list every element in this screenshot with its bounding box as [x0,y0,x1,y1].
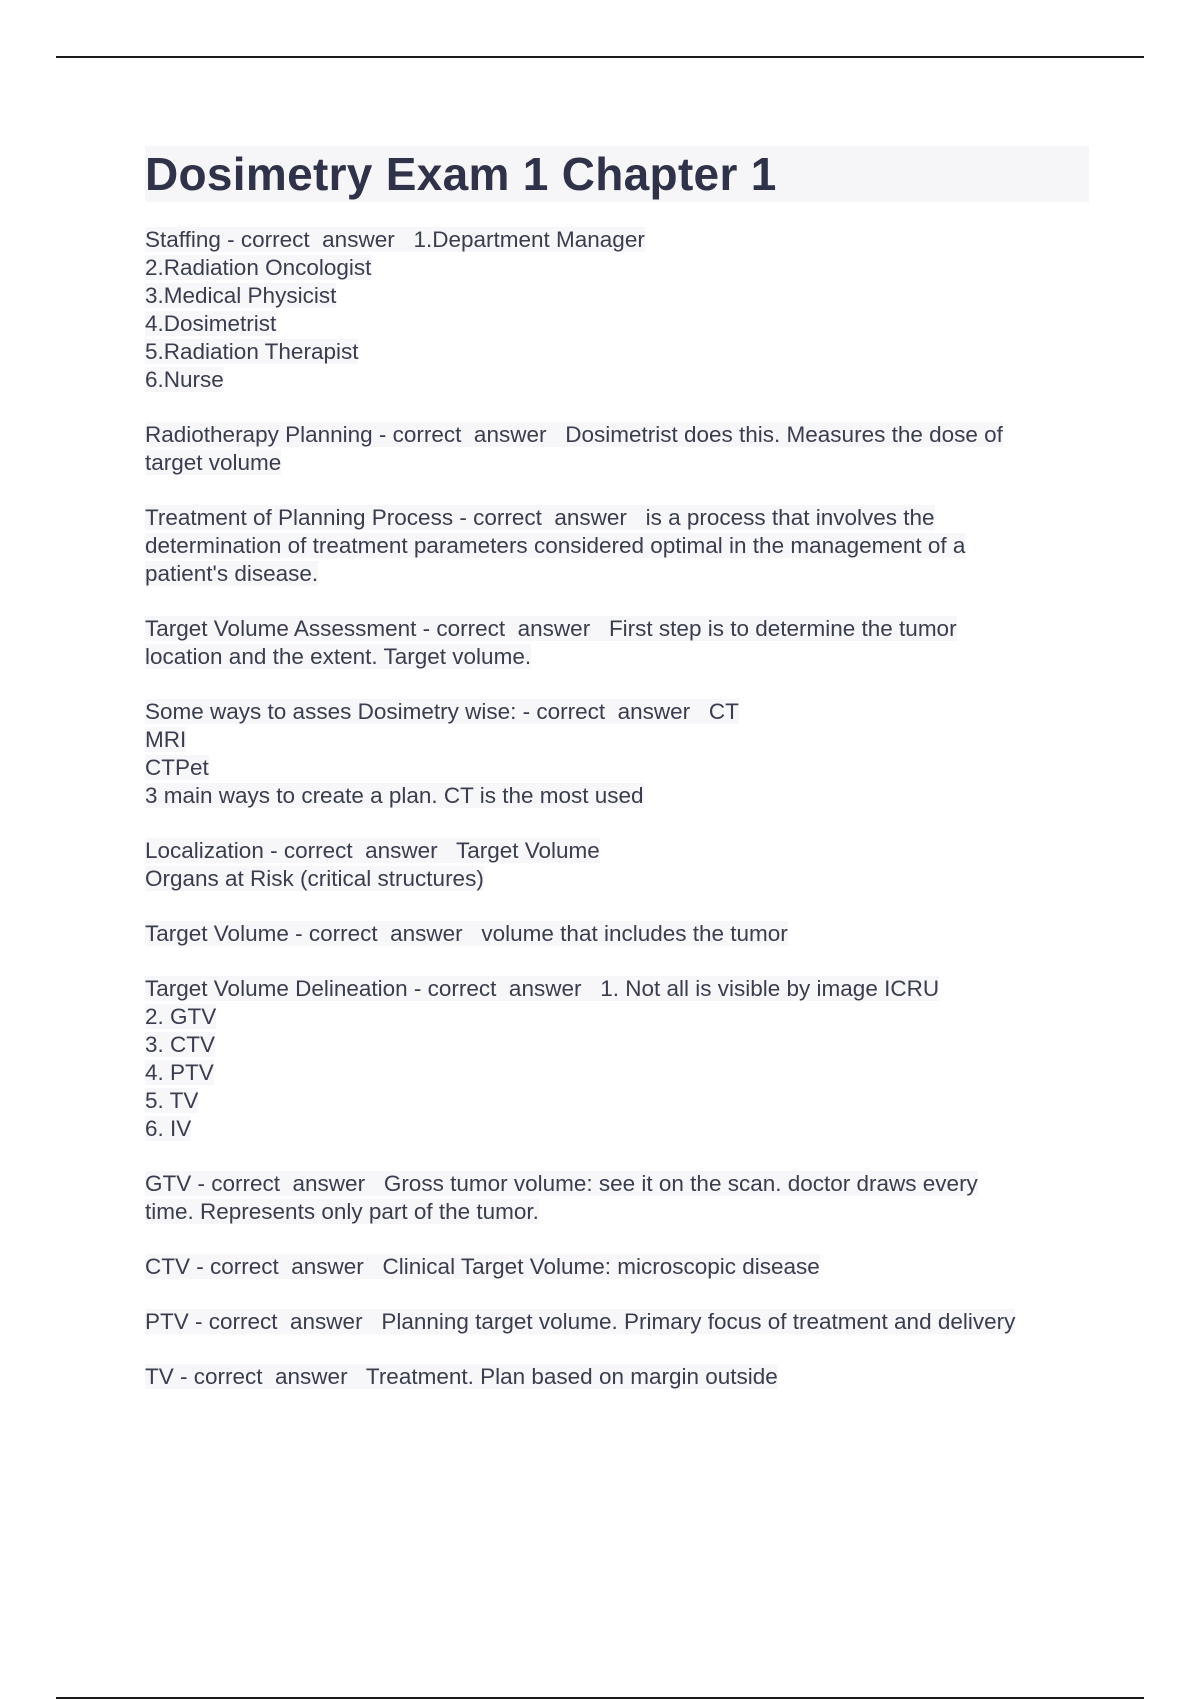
answer-line [145,254,1089,282]
answer-line [145,1031,1089,1059]
flashcard-entry [145,837,1089,893]
answer-text: MRI [145,727,187,752]
answer-line [145,366,1089,394]
answer-text: First step is to determine the tumor [608,616,957,641]
answer-line [145,1087,1089,1115]
entry-first-line [145,1253,1089,1281]
answer-line [145,449,1089,477]
flashcard-entry [145,920,1089,948]
answer-line [145,1003,1089,1031]
entry-term: Localization [145,838,264,863]
answer-line [145,1115,1089,1143]
entry-term: Some ways to asses Dosimetry wise: [145,699,517,724]
entry-term: Target Volume [145,921,289,946]
answer-text: 5.Radiation Therapist [145,339,359,364]
entry-term: TV [145,1364,174,1389]
entry-first-line [145,975,1089,1003]
answer-line [145,754,1089,782]
entry-first-line [145,1363,1089,1391]
entry-term: Treatment of Planning Process [145,505,454,530]
term-answer-separator: - correct answer [190,1254,383,1279]
entry-first-line [145,504,1089,532]
answer-text: 5. TV [145,1088,199,1113]
answer-text: Dosimetrist does this. Measures the dose of [565,422,1003,447]
flashcard-entry [145,226,1089,394]
answer-text: Organs at Risk (critical structures) [145,866,484,891]
entry-first-line [145,1170,1089,1198]
answer-text: Target Volume [455,838,600,863]
answer-text: Treatment. Plan based on margin outside [365,1364,778,1389]
answer-line [145,338,1089,366]
answer-line [145,782,1089,810]
flashcard-entry [145,698,1089,810]
answer-line [145,282,1089,310]
term-answer-separator: - correct answer [173,1364,366,1389]
term-answer-separator: - correct answer [191,1171,384,1196]
answer-text: determination of treatment parameters considered optimal in the management of a [145,533,966,558]
answer-text: time. Represents only part of the tumor. [145,1199,539,1224]
term-answer-separator: - correct answer [407,976,601,1001]
entry-term: PTV [145,1309,189,1334]
answer-line [145,726,1089,754]
answer-line [145,532,1089,560]
answer-text: 3.Medical Physicist [145,283,337,308]
entry-first-line [145,615,1089,643]
flashcard-entry [145,615,1089,671]
flashcard-entry [145,421,1089,477]
answer-line [145,1059,1089,1087]
entry-term: Target Volume Delineation [145,976,408,1001]
answer-text: CT [708,699,739,724]
entry-term: Radiotherapy Planning [145,422,373,447]
title-band [145,146,1089,202]
document-title: Dosimetry Exam 1 Chapter 1 [145,148,777,200]
term-answer-separator: - correct answer [263,838,456,863]
answer-text: 1. Not all is visible by image ICRU [600,976,940,1001]
answer-text: 3 main ways to create a plan. CT is the most used [145,783,644,808]
top-rule [56,56,1144,58]
term-answer-separator: - correct answer [288,921,482,946]
answer-text: patient's disease. [145,561,319,586]
answer-text: is a process that involves the [645,505,935,530]
flashcard-entry [145,975,1089,1143]
answer-line [145,560,1089,588]
term-answer-separator: - correct answer [453,505,646,530]
term-answer-separator: - correct answer [372,422,566,447]
entry-first-line [145,226,1089,254]
entry-first-line [145,920,1089,948]
flashcard-entry [145,1170,1089,1226]
entry-first-line [145,698,1089,726]
flashcard-entry [145,1363,1089,1391]
entry-first-line [145,421,1089,449]
answer-text: 6. IV [145,1116,192,1141]
answer-text: location and the extent. Target volume. [145,644,532,669]
entry-term: GTV [145,1171,192,1196]
answer-text: volume that includes the tumor [481,921,788,946]
entry-term: Staffing [145,227,221,252]
entry-term: Target Volume Assessment [145,616,417,641]
answer-text: 3. CTV [145,1032,216,1057]
entry-first-line [145,1308,1089,1336]
answer-line [145,1198,1089,1226]
answer-text: 2. GTV [145,1004,217,1029]
answer-text: Clinical Target Volume: microscopic disease [382,1254,820,1279]
flashcard-list [145,226,1089,1391]
answer-line [145,310,1089,338]
document-body [145,146,1089,1418]
term-answer-separator: - correct answer [220,227,414,252]
entry-term: CTV [145,1254,190,1279]
answer-text: 4.Dosimetrist [145,311,277,336]
term-answer-separator: - correct answer [416,616,609,641]
flashcard-entry [145,1253,1089,1281]
answer-text: Planning target volume. Primary focus of treatment and delivery [381,1309,1016,1334]
answer-line [145,643,1089,671]
answer-text: target volume [145,450,282,475]
answer-text: 1.Department Manager [413,227,645,252]
answer-text: 6.Nurse [145,367,224,392]
bottom-rule [56,1697,1144,1699]
term-answer-separator: - correct answer [516,699,709,724]
answer-text: CTPet [145,755,209,780]
flashcard-entry [145,504,1089,588]
flashcard-entry [145,1308,1089,1336]
entry-first-line [145,837,1089,865]
answer-line [145,865,1089,893]
answer-text: 2.Radiation Oncologist [145,255,372,280]
term-answer-separator: - correct answer [188,1309,382,1334]
answer-text: 4. PTV [145,1060,214,1085]
answer-text: Gross tumor volume: see it on the scan. doctor draws every [383,1171,978,1196]
